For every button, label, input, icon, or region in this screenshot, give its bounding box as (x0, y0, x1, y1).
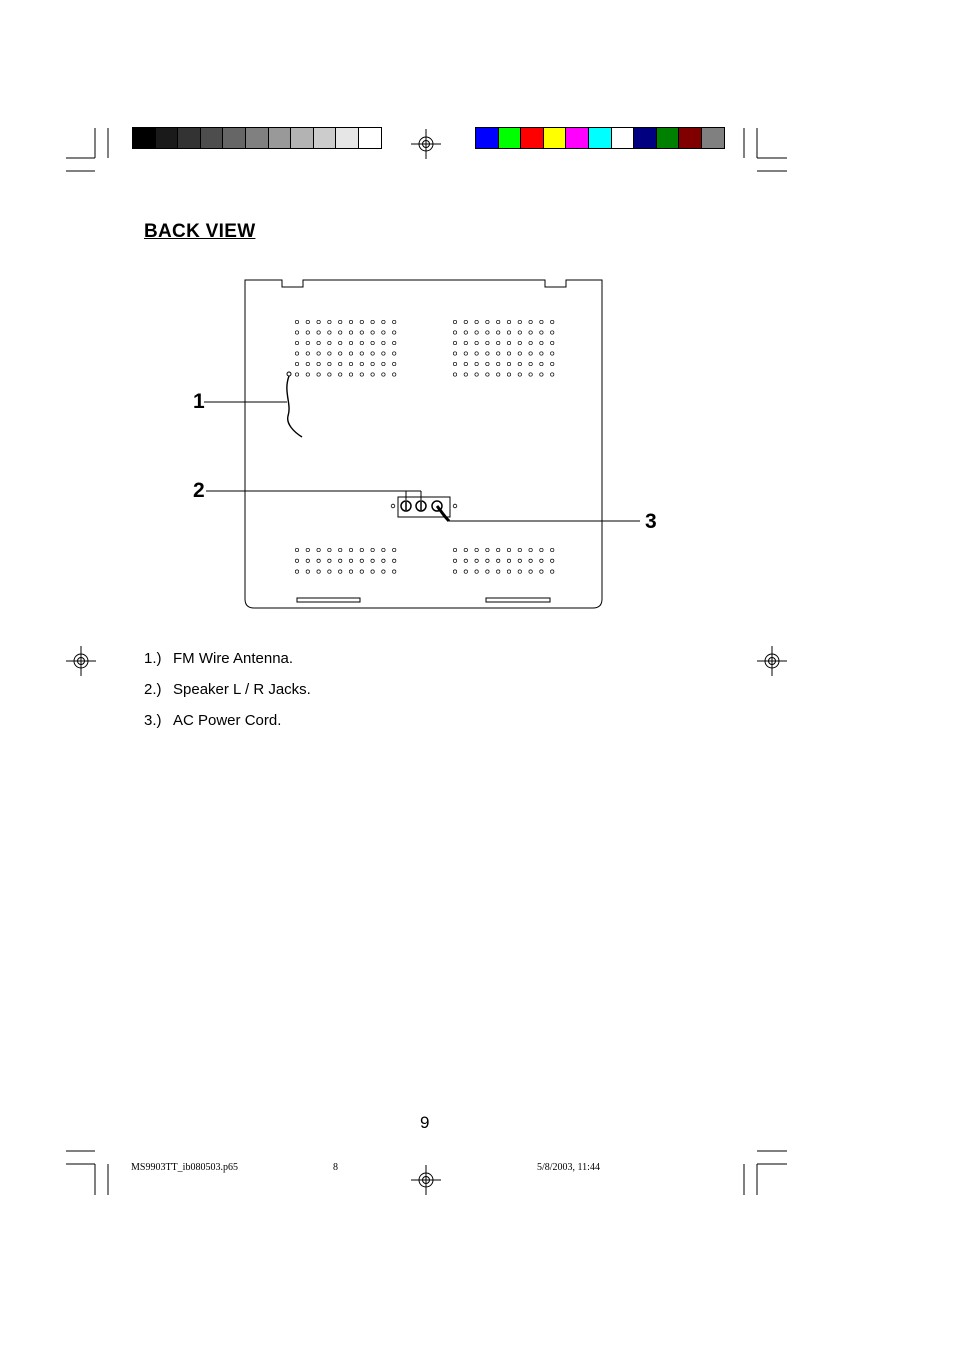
list-item-number: 1.) (144, 650, 162, 667)
list-item (144, 712, 281, 729)
callout-number-1: 1 (193, 390, 205, 413)
grayscale-swatch (245, 127, 269, 149)
color-swatch (656, 127, 680, 149)
list-item (144, 681, 311, 698)
section-title: BACK VIEW (144, 221, 256, 242)
footer-file-name: MS9903TT_ib080503.p65 (131, 1162, 238, 1173)
registration-target-left-icon (65, 645, 97, 677)
grayscale-swatch (335, 127, 359, 149)
grayscale-swatch (132, 127, 156, 149)
grayscale-swatch (268, 127, 292, 149)
list-item-text: FM Wire Antenna. (173, 650, 294, 667)
grayscale-swatch (155, 127, 179, 149)
color-swatch (701, 127, 725, 149)
color-swatch (543, 127, 567, 149)
list-item-number: 3.) (144, 712, 162, 729)
grayscale-swatch (222, 127, 246, 149)
list-item-number: 2.) (144, 681, 162, 698)
color-swatch (678, 127, 702, 149)
list-item-text: AC Power Cord. (173, 712, 282, 729)
callout-number-3: 3 (645, 510, 657, 533)
registration-target-right-icon (756, 645, 788, 677)
color-swatch (475, 127, 499, 149)
list-item-text: Speaker L / R Jacks. (173, 681, 311, 698)
color-swatch (565, 127, 589, 149)
footer-datetime: 5/8/2003, 11:44 (537, 1162, 600, 1173)
registration-target-bottom-icon (410, 1164, 442, 1196)
color-swatch (633, 127, 657, 149)
color-swatch (588, 127, 612, 149)
footer-sheet-number: 8 (333, 1162, 338, 1173)
grayscale-swatch (200, 127, 224, 149)
color-swatch (611, 127, 635, 149)
callout-number-2: 2 (193, 479, 205, 502)
page-number: 9 (420, 1113, 430, 1132)
color-swatch (498, 127, 522, 149)
grayscale-swatch (358, 127, 382, 149)
color-swatch (520, 127, 544, 149)
grayscale-swatch (290, 127, 314, 149)
grayscale-swatch (313, 127, 337, 149)
list-item (144, 650, 293, 667)
registration-target-top-icon (410, 128, 442, 160)
grayscale-swatch (177, 127, 201, 149)
